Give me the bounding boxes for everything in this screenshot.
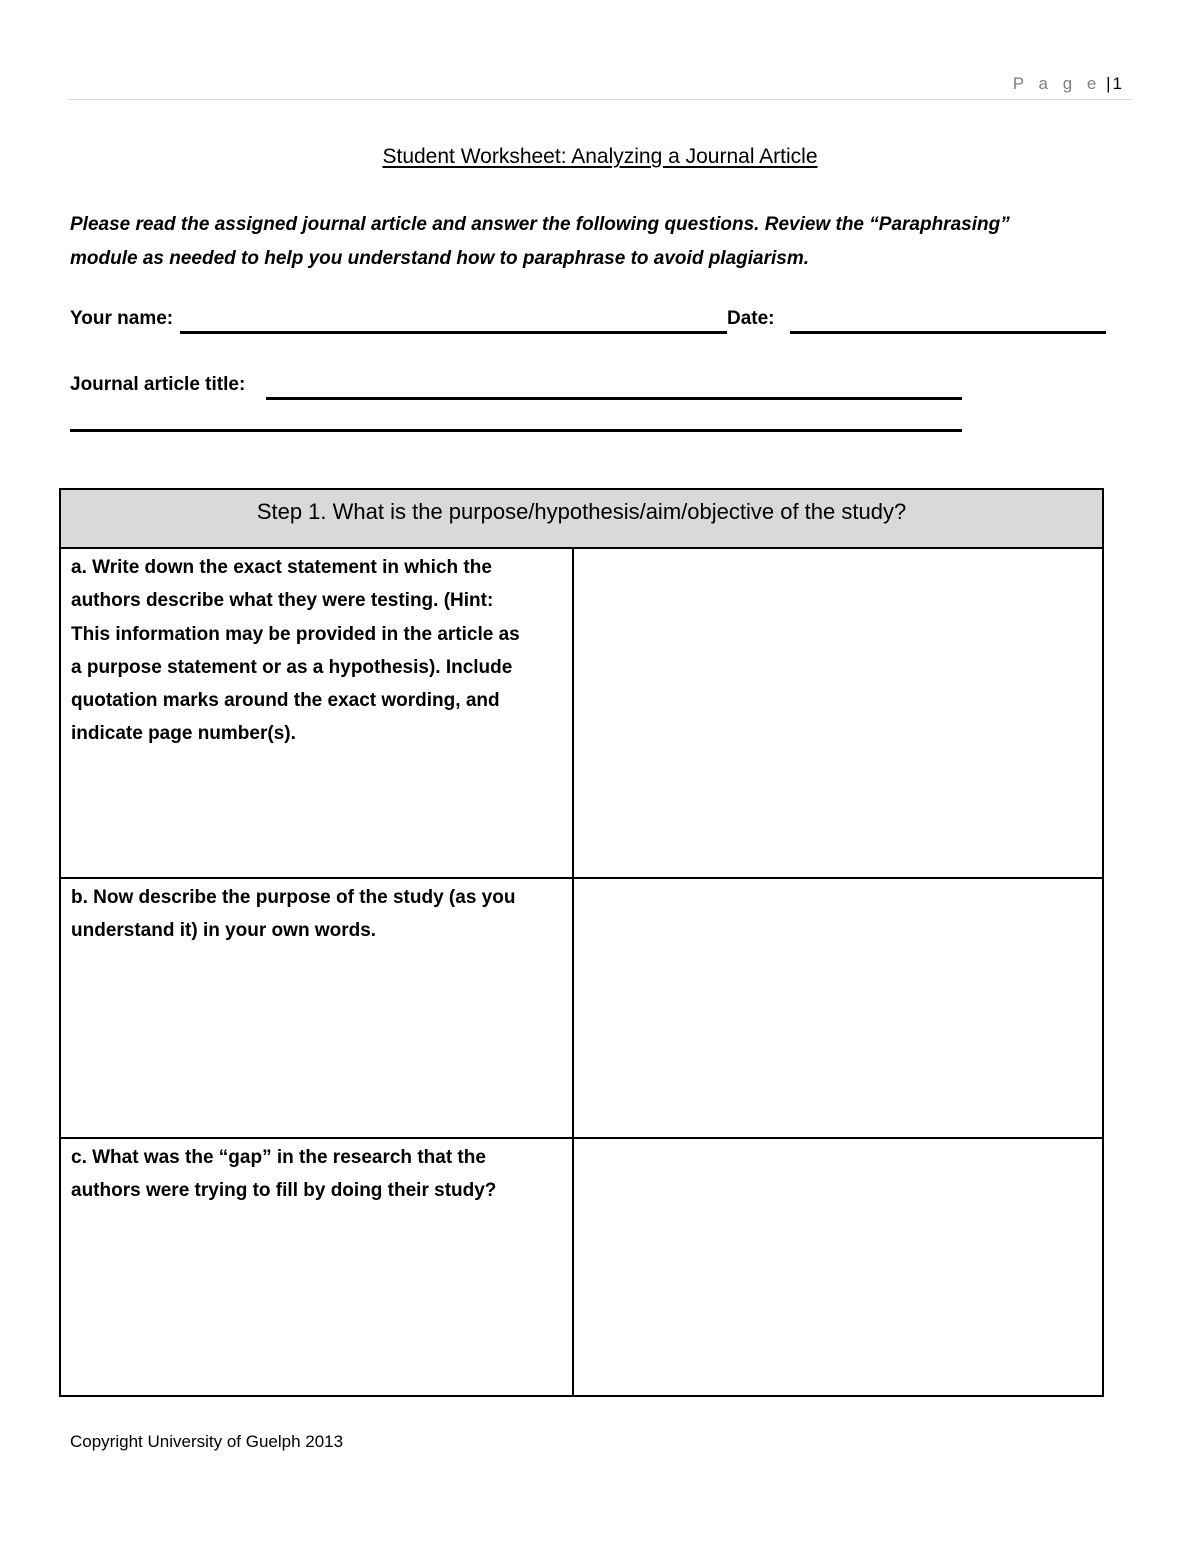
step-1-heading: Step 1. What is the purpose/hypothesis/aim/objective of the study?: [61, 490, 1102, 549]
page-header: [68, 74, 1132, 100]
answer-b-cell[interactable]: [574, 879, 1102, 1137]
question-row-c: [61, 1137, 1102, 1395]
page-word: P a g e: [1012, 74, 1102, 93]
date-label: Date:: [727, 308, 775, 329]
question-c-line: c. What was the “gap” in the research that the: [71, 1147, 486, 1168]
question-row-a: [61, 549, 1102, 877]
question-a-line: a. Write down the exact statement in which the: [71, 557, 492, 578]
question-a-line: This information may be provided in the article as: [71, 623, 520, 645]
question-c-line: authors were trying to fill by doing their study?: [71, 1180, 497, 1202]
document-title: Student Worksheet: Analyzing a Journal Article: [382, 145, 818, 168]
question-c-cell: [61, 1139, 574, 1395]
question-b-line: understand it) in your own words.: [71, 920, 377, 942]
question-a-line: authors describe what they were testing. (Hint:: [71, 590, 494, 612]
question-a-line: indicate page number(s).: [71, 723, 296, 745]
page-number: [1013, 74, 1122, 94]
page-number-value: 1: [1112, 74, 1122, 93]
answer-a-cell[interactable]: [574, 549, 1102, 877]
article-title-label: Journal article title:: [70, 374, 246, 395]
date-field[interactable]: [790, 331, 1106, 334]
question-a-line: a purpose statement or as a hypothesis). Include: [71, 656, 513, 678]
question-b-line: b. Now describe the purpose of the study (as you: [71, 887, 516, 908]
instructions-line-2: module as needed to help you understand how to paraphrase to avoid plagiarism.: [70, 248, 810, 269]
question-b-cell: [61, 879, 574, 1137]
article-title-field-line-1[interactable]: [266, 397, 962, 400]
instructions-line-1: Please read the assigned journal article and answer the following questions. Review the “Paraphrasing”: [70, 214, 1010, 235]
answer-c-cell[interactable]: [574, 1139, 1102, 1395]
name-field[interactable]: [180, 331, 727, 334]
name-label: Your name:: [70, 308, 174, 329]
question-a-line: quotation marks around the exact wording, and: [71, 690, 500, 712]
article-title-field-line-2[interactable]: [70, 429, 962, 432]
page-separator: |: [1106, 74, 1111, 93]
instructions: [70, 208, 1110, 276]
worksheet-table: [59, 488, 1104, 1397]
copyright-footer: Copyright University of Guelph 2013: [70, 1432, 344, 1451]
question-a-cell: [61, 549, 574, 877]
question-row-b: [61, 877, 1102, 1137]
